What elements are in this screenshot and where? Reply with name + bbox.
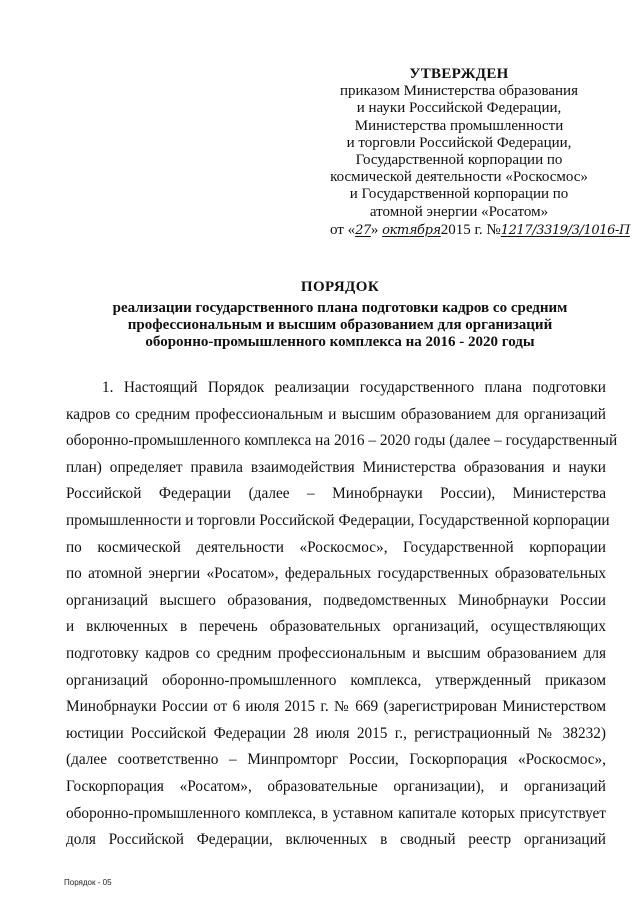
approval-line: Государственной корпорации по <box>355 152 563 169</box>
date-prefix: от « <box>330 221 356 238</box>
approval-line: приказом Министерства образования <box>340 83 578 100</box>
approval-date-line <box>330 221 630 239</box>
body-line: 1. Настоящий Порядок реализации государственного плана подготовки <box>102 379 606 396</box>
body-line: оборонно-промышленного комплекса на 2016 – 2020 годы (далее – государственный <box>66 432 618 450</box>
date-mid: » <box>370 221 383 238</box>
approval-line: космической деятельности «Роскосмос» <box>330 169 588 186</box>
subtitle-line: оборонно-промышленного комплекса на 2016 - 2020 годы <box>145 334 535 350</box>
order-number: 1217/3319/3/1016-П <box>500 222 630 238</box>
date-year: 2015 г. № <box>440 221 501 238</box>
subtitle-line: реализации государственного плана подготовки кадров со средним <box>112 300 568 316</box>
body-line: план) определяет правила взаимодействия Министерства образования и науки <box>66 458 606 476</box>
body-line: оборонно-промышленного комплекса, в уставном капитале которых присутствует <box>66 804 606 822</box>
date-day: 27 <box>355 222 371 238</box>
body-line: по атомной энергии «Росатом», федеральных государственных образовательных <box>66 565 606 583</box>
approval-line: и Государственной корпорации по <box>349 186 569 203</box>
body-line: доля Российской Федерации, включенных в сводный реестр организаций <box>66 831 606 849</box>
body-line: по космической деятельности «Роскосмос», Государственной корпорации <box>66 538 606 556</box>
approval-line: Министерства промышленности <box>354 117 564 134</box>
body-line: Российской Федерации (далее – Минобрнауки России), Министерства <box>66 485 606 503</box>
body-line: (далее соответственно – Минпромторг России, Госкорпорация «Роскосмос», <box>66 751 606 769</box>
page-footer: Порядок - 05 <box>64 878 112 887</box>
body-line: Минобрнауки России от 6 июля 2015 г. № 669 (зарегистрирован Министерством <box>66 698 606 716</box>
body-line: кадров со средним профессиональным и высшим образованием для организаций <box>66 405 606 423</box>
approval-line: и торговли Российской Федерации, <box>346 134 572 151</box>
body-line: организаций оборонно-промышленного комплекса, утвержденный приказом <box>66 671 606 689</box>
approval-title: УТВЕРЖДЕН <box>409 66 509 82</box>
body-line: и включенных в перечень образовательных организаций, осуществляющих <box>66 618 606 636</box>
approval-block <box>330 66 630 239</box>
body-line: подготовку кадров со средним профессиональным и высшим образованием для <box>66 644 606 662</box>
date-month: октября <box>382 222 441 238</box>
approval-line: и науки Российской Федерации, <box>356 100 562 117</box>
document-title: ПОРЯДОК <box>300 279 380 295</box>
body-line: промышленности и торговли Российской Федерации, Государственной корпорации <box>66 511 610 529</box>
body-line: Госкорпорация «Росатом», образовательные организации), и организаций <box>66 777 606 795</box>
body-paragraph <box>66 375 618 854</box>
document-subtitle <box>100 300 580 351</box>
subtitle-line: профессиональным и высшим образованием для организаций <box>127 317 553 333</box>
body-line: юстиции Российской Федерации 28 июля 2015 г., регистрационный № 38232) <box>66 724 606 742</box>
approval-line: атомной энергии «Росатом» <box>369 203 549 220</box>
body-line: организаций высшего образования, подведомственных Минобрнауки России <box>66 591 606 609</box>
